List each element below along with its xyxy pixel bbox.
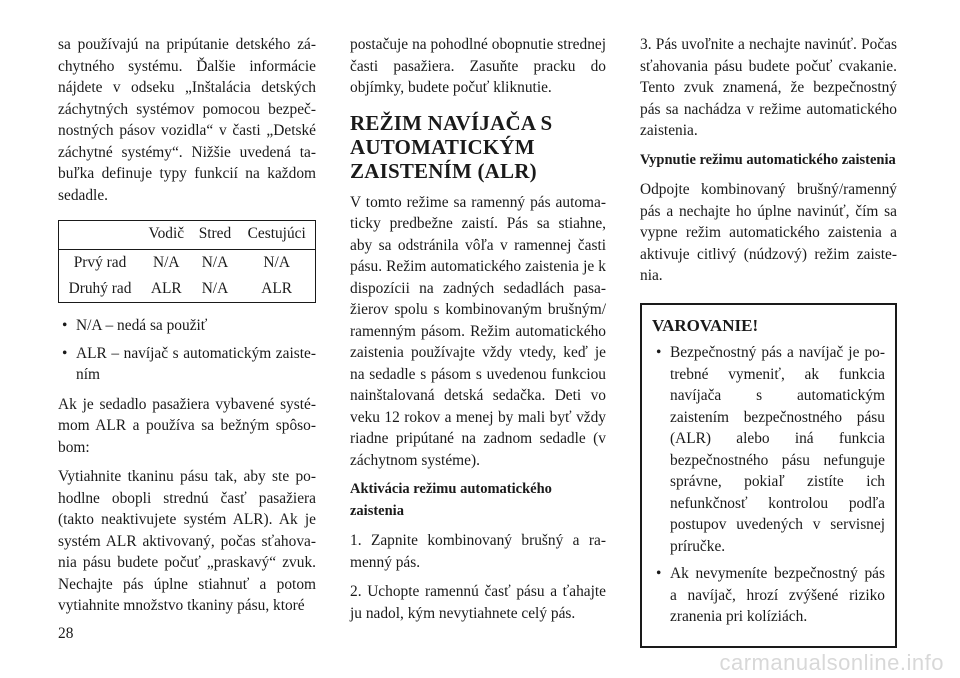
list-item: • Bezpečnostný pás a navíjač je potrebné vymeniť, ak funkcia navíjača s automatickým zaistením bezpečnostného pásu (ALR) alebo iná funkcia bezpečnostného pásu nefunguje správne, pokiaľ zistíte ich nefunkčnosť kontrolou podľa postupov uvedených v servisnej príručke. (652, 342, 885, 557)
intro-paragraph: sa používajú na pripútanie detského záchytného systému. Ďalšie informácie nájdete v odseku „Inštalácia detských záchytných systémov pomocou bezpečnostných pásov vozidla“ v časti „Detské záchytné systémy“. Nižšie uvedená tabuľka definuje typy funkcií na každom sedadle. (58, 36, 316, 204)
list-item: • ALR – navíjač s automatickým zaistením (58, 343, 316, 386)
paragraph: Vytiahnite tkaninu pásu tak, aby ste pohodlne obopli strednú časť pasažiera (takto neaktivujete systém ALR). Ak je systém ALR aktivovaný, počas sťahovania pásu budete počuť „praskavý“ zvuk. Nechajte pás úplne stiahnuť a potom vytiahnite množstvo tkaniny pásu, ktoré (58, 468, 316, 614)
table-header-cell (59, 221, 142, 250)
warning-box (640, 303, 897, 648)
table-cell: N/A (201, 280, 229, 297)
step-item: 3. Pás uvoľnite a nechajte navinúť. Počas sťahovania pásu budete počuť cvakanie. Tento zvuk znamená, že bezpečnostný pás sa nachádza v režime automatického zaistenia. (640, 36, 897, 139)
table-row (59, 276, 316, 303)
paragraph: Ak je sedadlo pasažiera vybavené systémom ALR a používa sa bežným spôsobom: (58, 395, 316, 456)
section-title: REŽIM NAVÍJAČA S AUTOMATICKÝM ZAISTENÍM (ALR) (350, 110, 553, 183)
subheading-activation: Aktivácia režimu automatického zaistenia (350, 481, 552, 519)
table-header-cell: Stred (198, 225, 232, 242)
warning-list (652, 342, 885, 628)
warning-title: VAROVANIE! (652, 315, 759, 335)
column-left (58, 34, 316, 625)
column-right (640, 34, 897, 648)
paragraph: Odpojte kombinovaný brušný/ramenný pás a nechajte ho úplne navinúť, čím sa vypne režim automatického zaistenia a aktivuje citlivý (núdzový) režim zaistenia. (640, 181, 897, 284)
subheading-deactivation: Vypnutie režimu automatického zaistenia (640, 151, 896, 168)
column-middle (350, 34, 606, 632)
table-cell: Druhý rad (68, 280, 132, 297)
list-item: • N/A – nedá sa použiť (58, 315, 316, 337)
list-item: • Ak nevymeníte bezpečnostný pás a navíjač, hrozí zvýšené riziko zranenia pri kolíziách. (652, 563, 885, 628)
table-cell: ALR (261, 280, 293, 297)
page-number: 28 (58, 625, 74, 642)
table-cell: N/A (192, 250, 239, 277)
seat-function-table (58, 220, 316, 303)
step-item: 2. Uchopte ramennú časť pásu a ťahajte ju nadol, kým nevytiahnete celý pás. (350, 583, 606, 622)
table-cell: N/A (238, 250, 315, 277)
paragraph: postačuje na pohodlné obopnutie strednej časti pasažiera. Zasuňte pracku do objímky, budete počuť kliknutie. (350, 36, 606, 96)
legend-list (58, 315, 316, 386)
table-header-cell: Cestujúci (247, 225, 306, 242)
watermark: carmanualsonline.info (719, 650, 944, 675)
table-cell: N/A (141, 250, 191, 277)
step-item: 1. Zapnite kombinovaný brušný a ramenný pás. (350, 532, 606, 571)
table-cell: ALR (150, 280, 182, 297)
table-header-row (59, 221, 316, 250)
paragraph: V tomto režime sa ramenný pás automaticky predbežne zaistí. Pás sa stiahne, aby sa odstránila vôľa v ramennej časti pásu. Režim automatického zaistenia je k dispozícii na zadných sedadlách pasažierov spolu s kombinovaným brušným/ ramenným pásom. Režim automatického zaistenia používajte vždy vtedy, keď je na sedadle s pásom s uvedenou funkciou nainštalovaná detská sedačka. Deti vo veku 12 rokov a menej by mali byť vždy riadne pripútané na zadnom sedadle (v záchytnom systéme). (350, 193, 606, 469)
table-row (59, 250, 316, 277)
table-cell: Prvý rad (59, 250, 142, 277)
table-header-cell: Vodič (148, 225, 185, 242)
